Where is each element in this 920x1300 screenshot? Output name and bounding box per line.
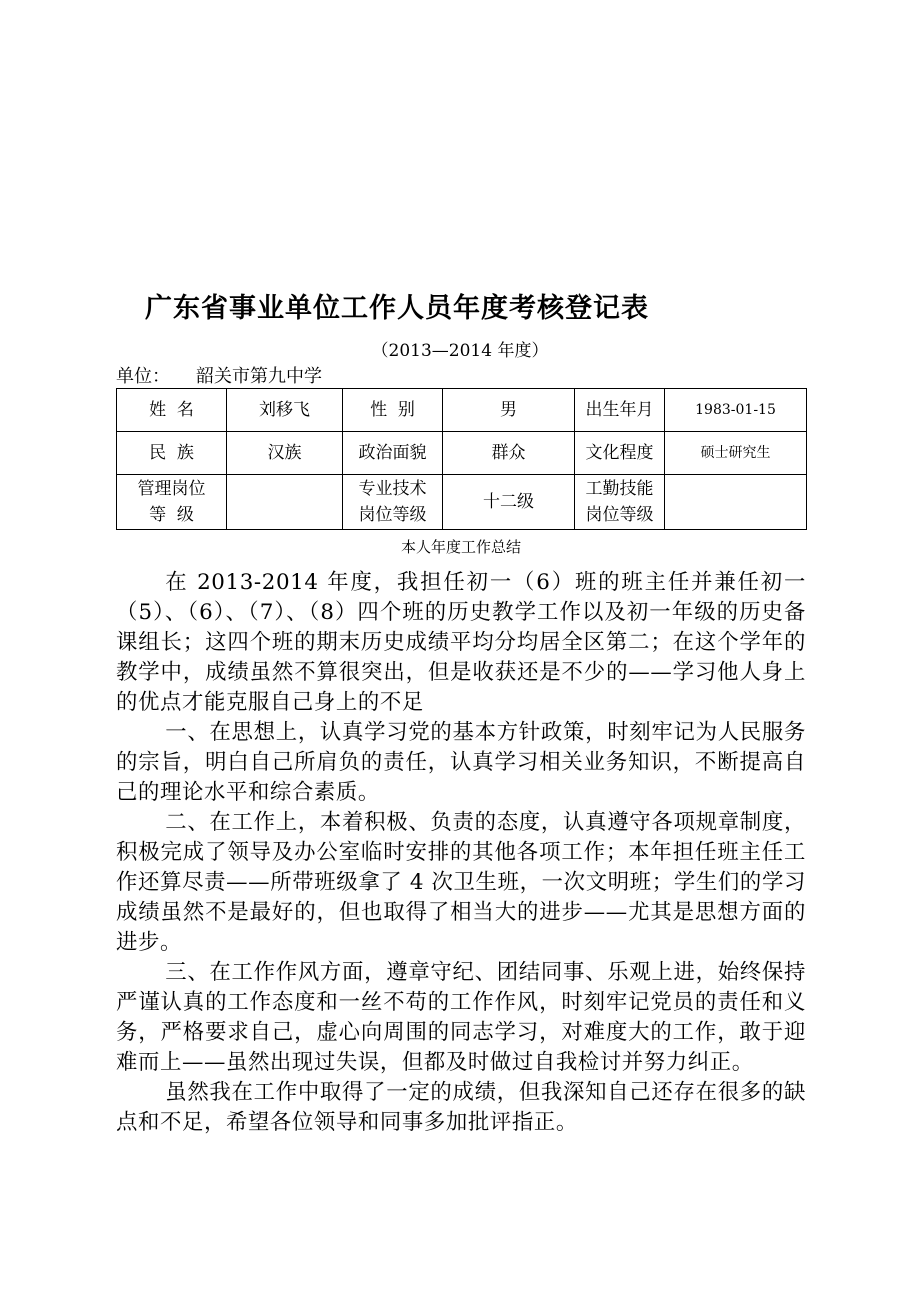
name-value: 刘移飞 (227, 389, 343, 432)
summary-paragraph: 三、在工作作风方面，遵章守纪、团结同事、乐观上进，始终保持严谨认真的工作态度和一丝不苟的工作作风，时刻牢记党员的责任和义务，严格要求自己，虚心向周围的同志学习，对难度大的工作，敢于迎难而上——虽然出现过失误，但都及时做过自我检讨并努力纠正。 (116, 960, 806, 1075)
work-post-value (665, 475, 807, 530)
work-post-label-line1: 工勤技能 (585, 479, 654, 499)
mgmt-post-label (117, 475, 227, 530)
tech-post-label-line2: 岗位等级 (358, 505, 427, 525)
summary-body (116, 568, 806, 1138)
politics-label: 政治面貌 (343, 432, 443, 475)
name-label: 姓 名 (117, 389, 227, 432)
table-row (117, 432, 807, 475)
tech-post-value: 十二级 (443, 475, 575, 530)
education-value: 硕士研究生 (665, 432, 807, 475)
gender-label: 性 别 (343, 389, 443, 432)
unit-value: 韶关市第九中学 (196, 366, 322, 387)
summary-paragraph: 在 2013-2014 年度，我担任初一（6）班的班主任并兼任初一（5）、（6）、（7）、（8）四个班的历史教学工作以及初一年级的历史备课组长；这四个班的期末历史成绩平均分均居全区第二；在这个学年的教学中，成绩虽然不算很突出，但是收获还是不少的——学习他人身上的优点才能克服自己身上的不足 (116, 570, 806, 715)
ethnicity-label: 民 族 (117, 432, 227, 475)
summary-paragraph: 虽然我在工作中取得了一定的成绩，但我深知自己还存在很多的缺点和不足，希望各位领导和同事多加批评指正。 (116, 1080, 806, 1135)
unit-label: 单位： (116, 366, 170, 387)
unit-row (116, 362, 322, 388)
work-post-label (575, 475, 665, 530)
summary-paragraph: 二、在工作上，本着积极、负责的态度，认真遵守各项规章制度，积极完成了领导及办公室临时安排的其他各项工作；本年担任班主任工作还算尽责——所带班级拿了 4 次卫生班，一次文明班；学生们的学习成绩虽然不是最好的，但也取得了相当大的进步——尤其是思想方面的进步。 (116, 810, 806, 955)
gender-value: 男 (443, 389, 575, 432)
table-row (117, 389, 807, 432)
birth-value: 1983-01-15 (665, 389, 807, 432)
mgmt-post-label-line1: 管理岗位 (137, 479, 206, 499)
work-post-label-line2: 岗位等级 (585, 505, 654, 525)
summary-paragraph: 一、在思想上，认真学习党的基本方针政策，时刻牢记为人民服务的宗旨，明白自己所肩负的责任，认真学习相关业务知识，不断提高自己的理论水平和综合素质。 (116, 720, 806, 805)
personal-info-table (116, 388, 807, 530)
summary-heading: 本人年度工作总结 (400, 538, 521, 556)
tech-post-label-line1: 专业技术 (358, 479, 427, 499)
birth-label: 出生年月 (575, 389, 665, 432)
mgmt-post-value (227, 475, 343, 530)
education-label: 文化程度 (575, 432, 665, 475)
year-range: （2013—2014 年度） (371, 341, 549, 361)
politics-value: 群众 (443, 432, 575, 475)
table-row (117, 475, 807, 530)
tech-post-label (343, 475, 443, 530)
ethnicity-value: 汉族 (227, 432, 343, 475)
form-title: 广东省事业单位工作人员年度考核登记表 (145, 293, 649, 324)
mgmt-post-label-line2: 等 级 (149, 505, 194, 525)
